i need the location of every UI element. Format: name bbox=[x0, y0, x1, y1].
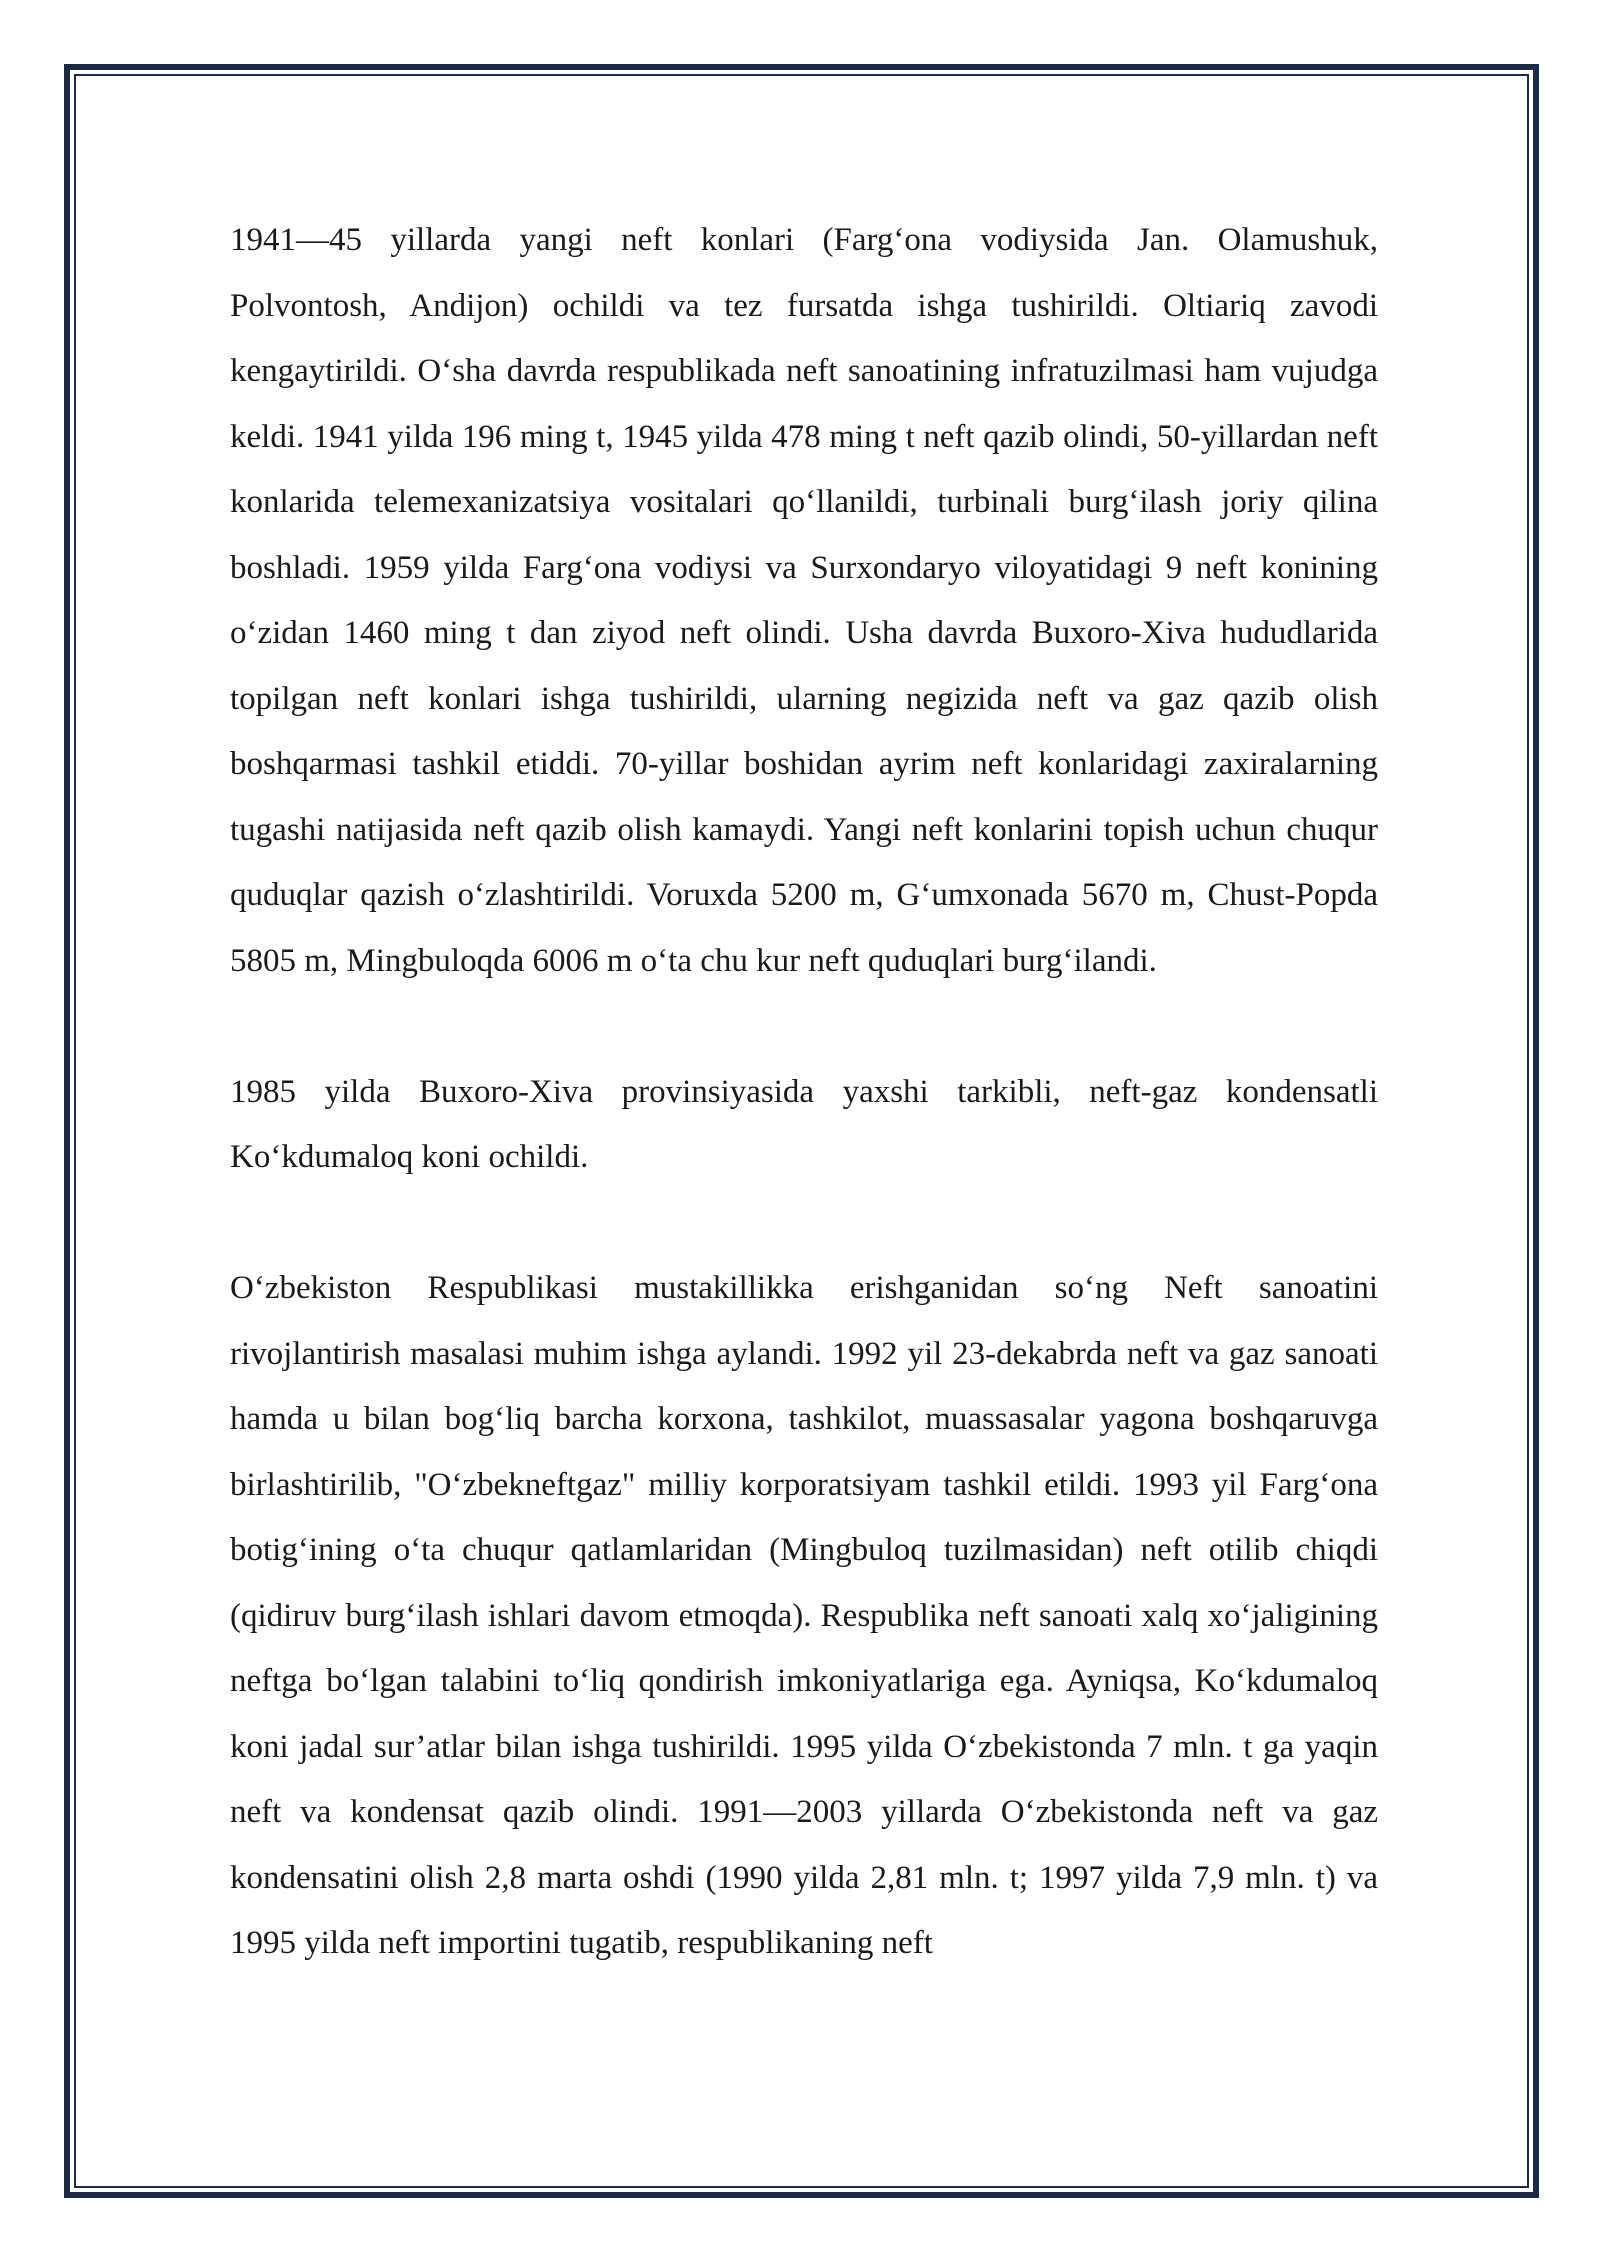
paragraph-kokdumaloq-1985: 1985 yilda Buxoro-Xiva provinsiyasida yaxshi tarkibli, neft-gaz kondensatli Ko‘kdumaloq koni ochildi. bbox=[230, 1073, 1378, 1175]
document-body bbox=[230, 208, 1378, 1977]
paragraph-oil-history-1941: 1941—45 yillarda yangi neft konlari (Farg‘ona vodiysida Jan. Olamushuk, Polvontosh, Andijon) ochildi va tez fursatda ishga tushirildi. Oltiariq zavodi kengaytirildi. O‘sha davrda respublikada neft sanoatining infratuzilmasi ham vujudga keldi. 1941 yilda 196 ming t, 1945 yilda 478 ming t neft qazib olindi, 50-yillardan neft konlarida telemexanizatsiya vositalari qo‘llanildi, turbinali burg‘ilash joriy qilina boshladi. 1959 yilda Farg‘ona vodiysi va Surxondaryo viloyatidagi 9 neft konining o‘zidan 1460 ming t dan ziyod neft olindi. Usha davrda Buxoro-Xiva hududlarida topilgan neft konlari ishga tushirildi, ularning negizida neft va gaz qazib olish boshqarmasi tashkil etiddi. 70-yillar boshidan ayrim neft konlaridagi zaxiralarning tugashi natijasida neft qazib olish kamaydi. Yangi neft konlarini topish uchun chuqur quduqlar qazish o‘zlashtirildi. Voruxda 5200 m, G‘umxonada 5670 m, Chust-Popda 5805 m, Mingbuloqda 6006 m o‘ta chu kur neft quduqlari burg‘ilandi. bbox=[230, 222, 1378, 979]
paragraph-independence-oil-industry: O‘zbekiston Respublikasi mustakillikka erishganidan so‘ng Neft sanoatini rivojlantirish masalasi muhim ishga aylandi. 1992 yil 23-dekabrda neft va gaz sanoati hamda u bilan bog‘liq barcha korxona, tashkilot, muassasalar yagona boshqaruvga birlashtirilib, "O‘zbekneftgaz" milliy korporatsiyam tashkil etildi. 1993 yil Farg‘ona botig‘ining o‘ta chuqur qatlamlaridan (Mingbuloq tuzilmasidan) neft otilib chiqdi (qidiruv burg‘ilash ishlari davom etmoqda). Respublika neft sanoati xalq xo‘jaligining neftga bo‘lgan talabini to‘liq qondirish imkoniyatlariga ega. Ayniqsa, Ko‘kdumaloq koni jadal sur’atlar bilan ishga tushirildi. 1995 yilda O‘zbekistonda 7 mln. t ga yaqin neft va kondensat qazib olindi. 1991—2003 yillarda O‘zbekistonda neft va gaz kondensatini olish 2,8 marta oshdi (1990 yilda 2,81 mln. t; 1997 yilda 7,9 mln. t) va 1995 yilda neft importini tugatib, respublikaning neft bbox=[230, 1270, 1378, 1961]
